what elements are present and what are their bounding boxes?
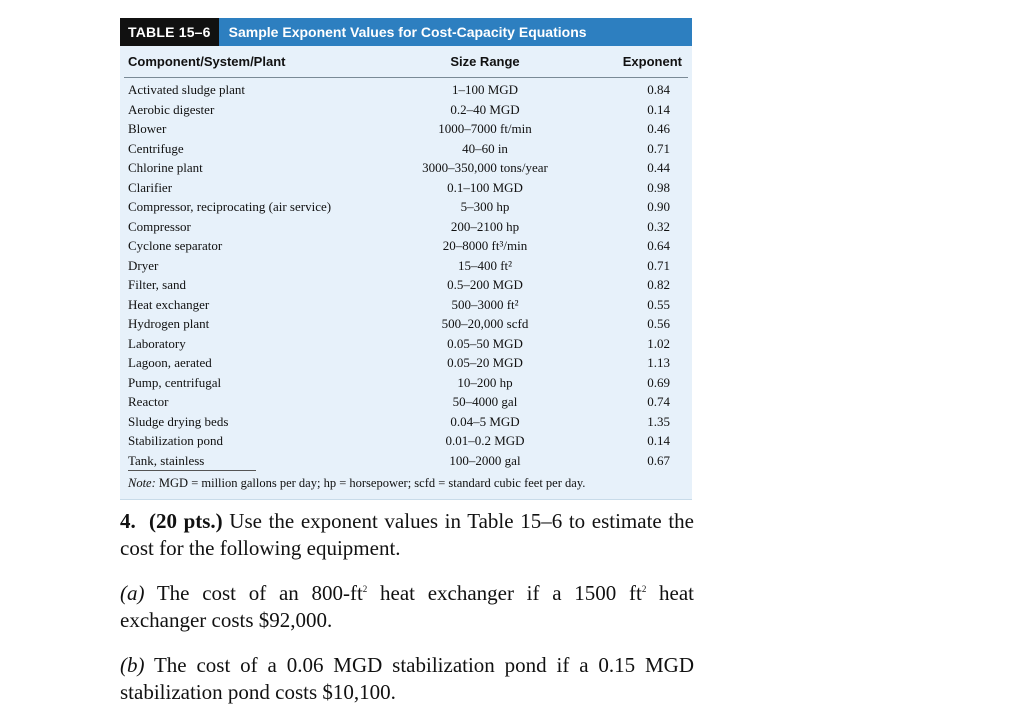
cell-exponent: 1.35	[647, 413, 670, 429]
table-row	[120, 158, 692, 178]
cell-size-range: 0.2–40 MGD	[450, 101, 520, 117]
part-a-sup-2: 2	[641, 584, 647, 594]
cell-exponent: 0.64	[647, 238, 670, 253]
table-row	[120, 119, 692, 139]
cell-component: Pump, centrifugal	[128, 374, 222, 390]
table-row	[120, 412, 692, 432]
cell-size-range: 50–4000 gal	[452, 394, 518, 409]
cell-size-range: 3000–350,000 tons/year	[422, 160, 548, 175]
question-number: 4.	[120, 509, 136, 533]
cell-component: Tank, stainless	[128, 452, 205, 468]
table-row	[120, 334, 692, 354]
cell-exponent: 0.46	[647, 121, 670, 136]
cell-exponent: 0.74	[647, 394, 670, 409]
cell-exponent: 0.69	[647, 374, 670, 390]
table-row	[120, 314, 692, 334]
cell-component: Centrifuge	[128, 140, 184, 156]
cell-size-range: 20–8000 ft³/min	[442, 238, 528, 253]
cell-size-range: 0.04–5 MGD	[450, 413, 520, 429]
note-label: Note:	[128, 476, 156, 490]
part-a-text-2: heat exchanger if a 1500 ft	[367, 581, 642, 605]
cell-exponent: 0.56	[647, 316, 670, 331]
part-a-sup-1: 2	[362, 584, 368, 594]
table-body	[120, 80, 692, 470]
cell-exponent: 0.44	[647, 160, 670, 175]
column-headers	[120, 46, 692, 76]
cell-component: Heat exchanger	[128, 296, 210, 312]
header-component: Component/System/Plant	[128, 54, 286, 69]
header-exponent: Exponent	[622, 54, 682, 69]
question-text: Use the exponent values in Table 15–6 to estimate the cost for the following equipment.	[120, 509, 694, 560]
cell-component: Compressor, reciprocating (air service)	[128, 199, 332, 214]
table-row	[120, 275, 692, 295]
question-points: (20 pts.)	[148, 509, 223, 533]
cell-size-range: 500–3000 ft²	[451, 296, 519, 312]
table-row	[120, 236, 692, 256]
cell-component: Clarifier	[128, 179, 173, 195]
table-row	[120, 295, 692, 315]
cell-size-range: 0.05–50 MGD	[447, 335, 523, 351]
cell-component: Hydrogen plant	[128, 316, 210, 331]
table-row	[120, 197, 692, 217]
cell-size-range: 200–2100 hp	[450, 218, 520, 234]
part-a-text-1: The cost of an 800-ft	[144, 581, 363, 605]
cell-component: Chlorine plant	[128, 160, 203, 175]
cell-exponent: 0.14	[647, 101, 670, 117]
cell-size-range: 100–2000 gal	[449, 452, 521, 468]
table-row	[120, 80, 692, 100]
cell-exponent: 0.84	[647, 82, 670, 97]
cell-size-range: 0.01–0.2 MGD	[445, 433, 525, 448]
part-a-text-3: heat exchanger costs $92,000.	[120, 581, 695, 632]
table-header-bar	[120, 18, 692, 46]
cell-exponent: 1.13	[647, 355, 670, 370]
cell-component: Laboratory	[128, 335, 186, 351]
question-part-b	[120, 652, 694, 706]
note-text: MGD = million gallons per day; hp = horsepower; scfd = standard cubic feet per day.	[155, 476, 586, 490]
table-row	[120, 373, 692, 393]
cell-component: Activated sludge plant	[128, 82, 245, 97]
table-row	[120, 217, 692, 237]
table-row	[120, 139, 692, 159]
cell-exponent: 0.98	[647, 179, 670, 195]
cell-component: Sludge drying beds	[128, 413, 229, 429]
table-row	[120, 100, 692, 120]
part-a-label: (a)	[120, 581, 145, 605]
cell-exponent: 0.14	[647, 433, 670, 448]
header-size-range: Size Range	[450, 54, 520, 69]
cell-size-range: 15–400 ft²	[457, 257, 513, 273]
cell-component: Compressor	[128, 218, 191, 234]
table-row	[120, 451, 692, 471]
exponent-table	[120, 18, 692, 500]
cell-size-range: 0.05–20 MGD	[447, 355, 523, 370]
cell-exponent: 0.82	[647, 277, 670, 292]
table-label: TABLE 15–6	[120, 18, 219, 46]
part-b-text: The cost of a 0.06 MGD stabilization pond if a 0.15 MGD stabilization pond costs $10,100.	[120, 653, 694, 704]
cell-size-range: 0.5–200 MGD	[447, 277, 523, 292]
cell-exponent: 0.71	[647, 140, 670, 156]
table-row	[120, 431, 692, 451]
cell-component: Reactor	[128, 394, 169, 409]
header-divider	[124, 77, 688, 78]
cell-component: Aerobic digester	[128, 101, 215, 117]
cell-component: Cyclone separator	[128, 238, 223, 253]
cell-exponent: 0.71	[647, 257, 670, 273]
cell-component: Dryer	[128, 257, 159, 273]
cell-size-range: 0.1–100 MGD	[447, 179, 523, 195]
question-part-a	[120, 580, 694, 634]
table-row	[120, 256, 692, 276]
note-divider	[128, 470, 256, 471]
cell-component: Blower	[128, 121, 167, 136]
table-title: Sample Exponent Values for Cost-Capacity Equations	[228, 24, 587, 40]
cell-exponent: 0.67	[647, 452, 670, 468]
cell-component: Stabilization pond	[128, 433, 223, 448]
cell-component: Filter, sand	[128, 277, 186, 292]
cell-size-range: 10–200 hp	[457, 374, 513, 390]
cell-size-range: 5–300 hp	[460, 199, 510, 214]
part-b-label: (b)	[120, 653, 145, 677]
table-row	[120, 392, 692, 412]
table-note	[128, 476, 585, 491]
cell-exponent: 0.90	[647, 199, 670, 214]
table-row	[120, 178, 692, 198]
table-row	[120, 353, 692, 373]
cell-size-range: 500–20,000 scfd	[441, 316, 529, 331]
cell-size-range: 1–100 MGD	[451, 82, 519, 97]
cell-exponent: 1.02	[647, 335, 670, 351]
cell-exponent: 0.32	[647, 218, 670, 234]
cell-size-range: 1000–7000 ft/min	[438, 121, 532, 136]
cell-exponent: 0.55	[647, 296, 670, 312]
question-prompt	[120, 508, 694, 562]
cell-component: Lagoon, aerated	[128, 355, 212, 370]
cell-size-range: 40–60 in	[462, 140, 508, 156]
